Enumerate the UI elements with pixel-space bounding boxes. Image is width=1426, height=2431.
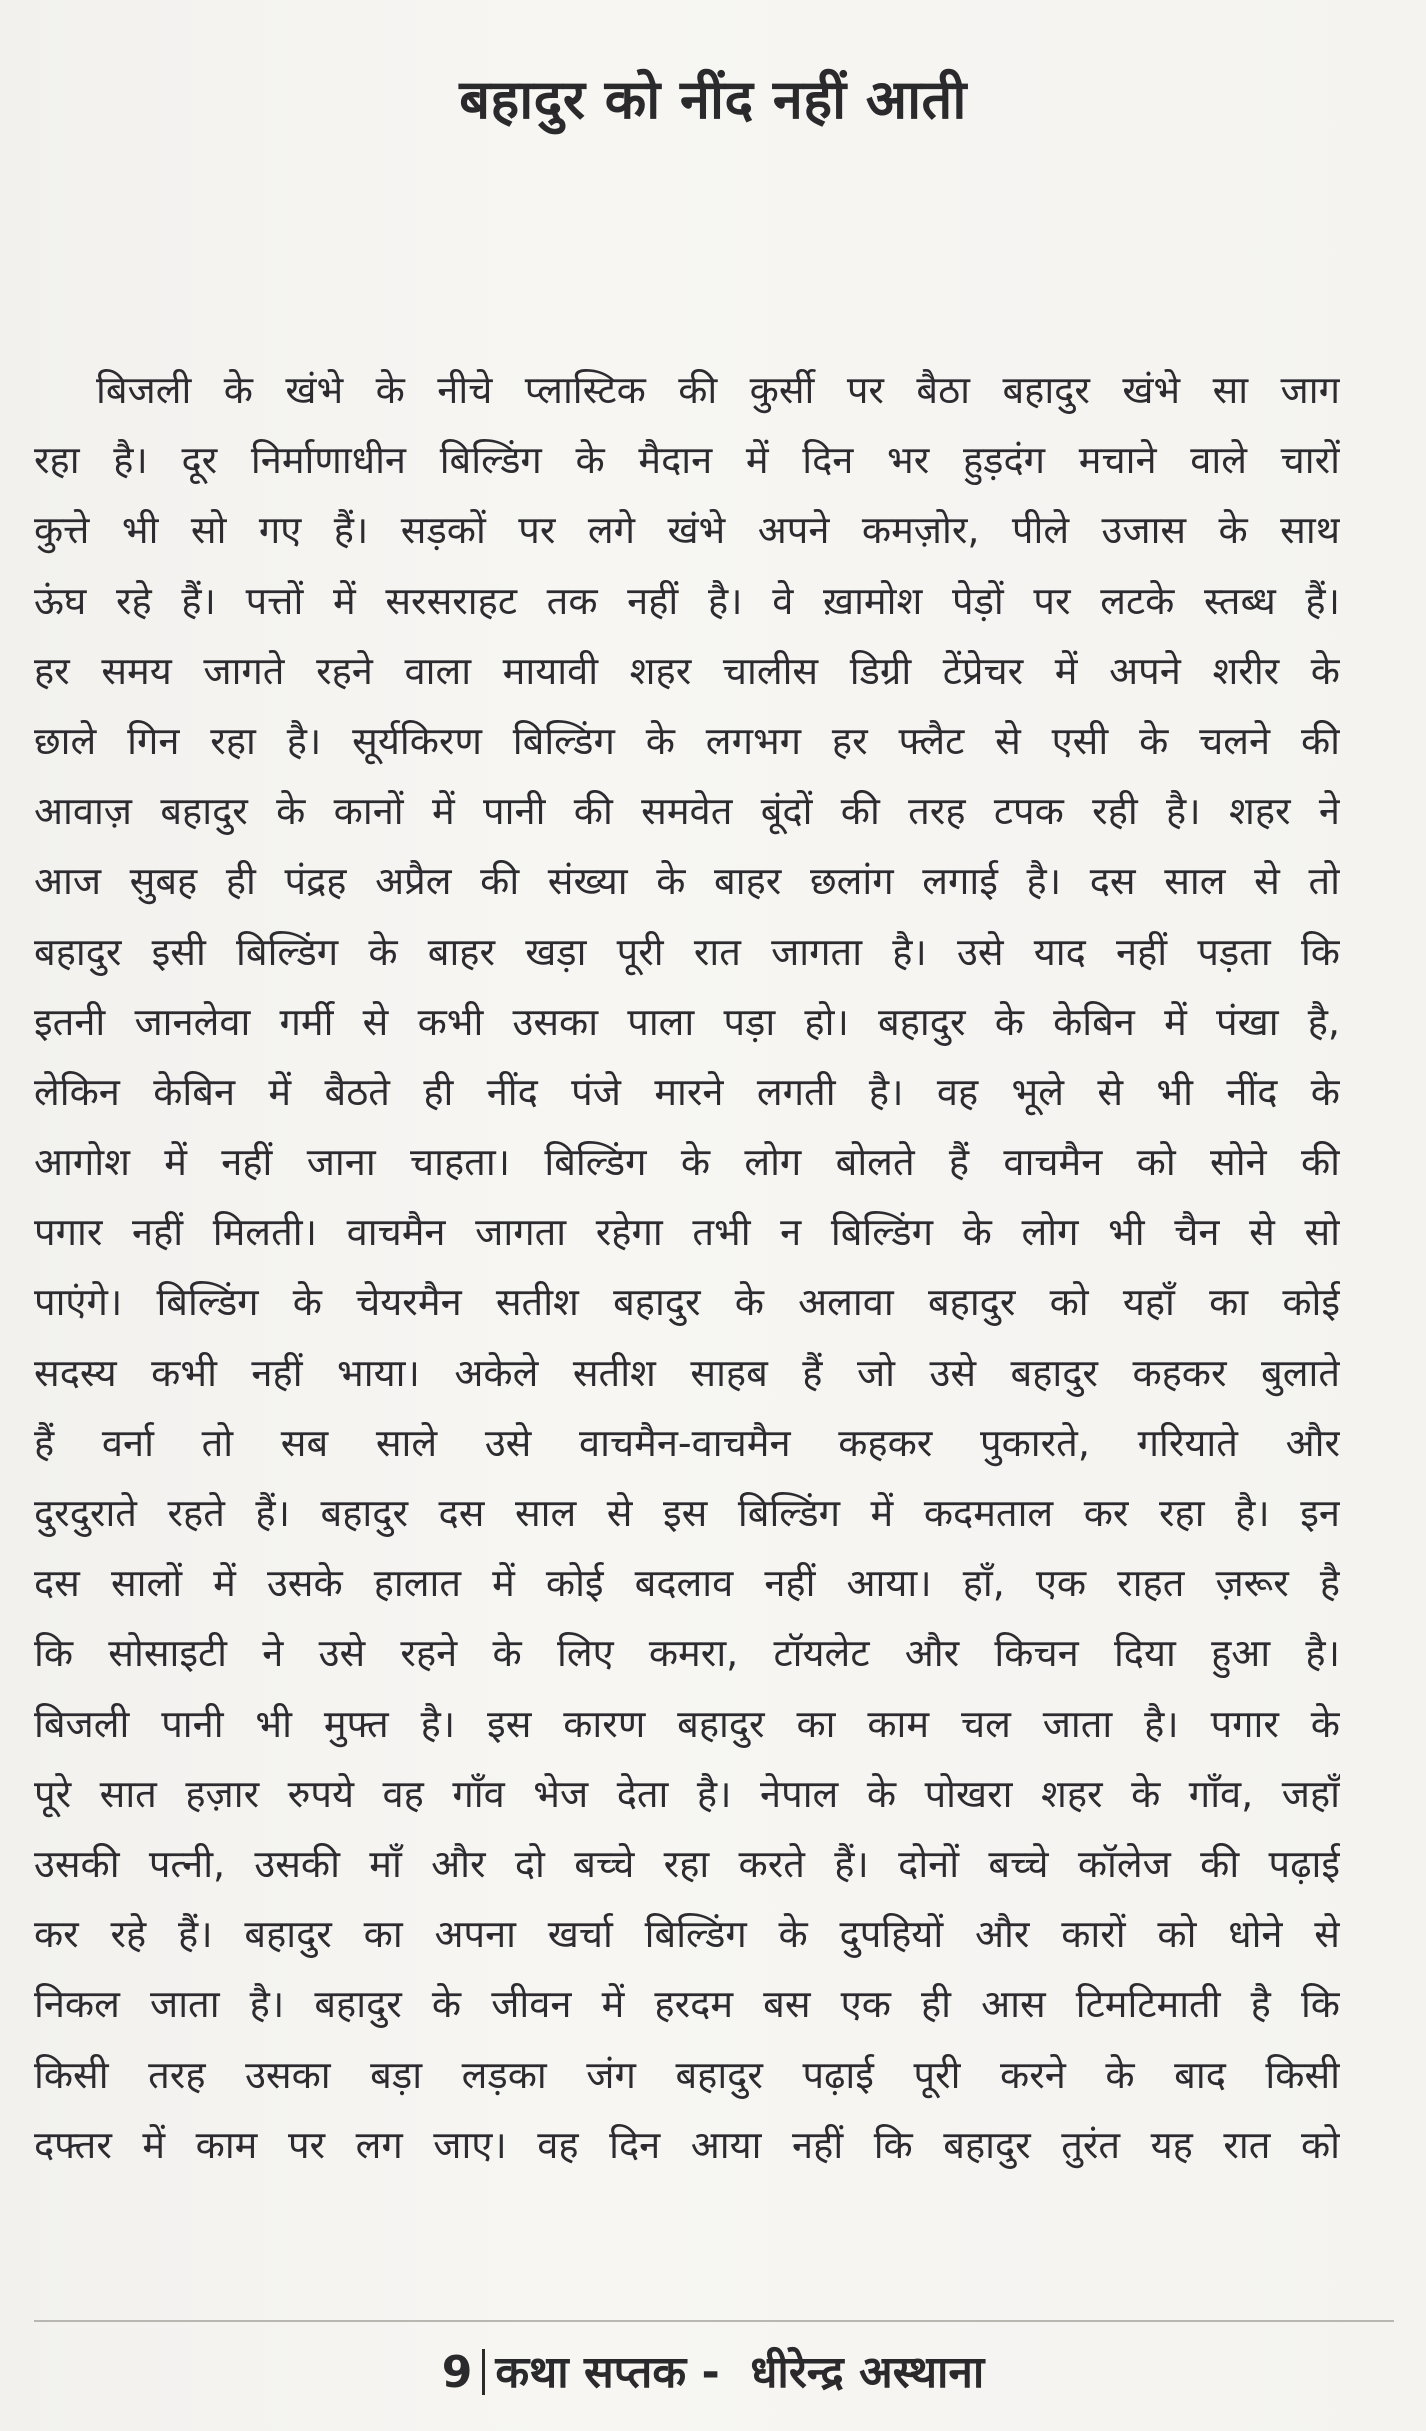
text-line: रहा है। दूर निर्माणाधीन बिल्डिंग के मैदान में दिन भर हुड़दंग मचाने वाले चारों xyxy=(34,438,1340,483)
author-name: धीरेन्द्र अस्थाना xyxy=(750,2347,985,2398)
text-line: पाएंगे। बिल्डिंग के चेयरमैन सतीश बहादुर के अलावा बहादुर को यहाँ का कोई xyxy=(34,1280,1340,1325)
text-line: छाले गिन रहा है। सूर्यकिरण बिल्डिंग के लगभग हर फ्लैट से एसी के चलने की xyxy=(34,718,1340,763)
text-line: हर समय जागते रहने वाला मायावी शहर चालीस डिग्री टेंप्रेचर में अपने शरीर के xyxy=(34,648,1340,693)
text-line: आवाज़ बहादुर के कानों में पानी की समवेत बूंदों की तरह टपक रही है। शहर ने xyxy=(34,789,1340,834)
page-number: 9 xyxy=(441,2347,473,2398)
text-line: बिजली के खंभे के नीचे प्लास्टिक की कुर्सी पर बैठा बहादुर खंभे सा जाग xyxy=(96,368,1340,412)
footer-separator xyxy=(482,2349,485,2395)
book-title: कथा सप्तक - xyxy=(495,2347,720,2398)
text-line: उसकी पत्नी, उसकी माँ और दो बच्चे रहा करते हैं। दोनों बच्चे कॉलेज की पढ़ाई xyxy=(34,1841,1340,1886)
text-line: बहादुर इसी बिल्डिंग के बाहर खड़ा पूरी रात जागता है। उसे याद नहीं पड़ता कि xyxy=(34,929,1340,974)
text-line: दुरदुराते रहते हैं। बहादुर दस साल से इस बिल्डिंग में कदमताल कर रहा है। इन xyxy=(34,1491,1340,1535)
text-line: कुत्ते भी सो गए हैं। सड़कों पर लगे खंभे अपने कमज़ोर, पीले उजास के साथ xyxy=(34,508,1340,553)
text-line: पगार नहीं मिलती। वाचमैन जागता रहेगा तभी न बिल्डिंग के लोग भी चैन से सो xyxy=(34,1210,1340,1255)
text-line: आगोश में नहीं जाना चाहता। बिल्डिंग के लोग बोलते हैं वाचमैन को सोने की xyxy=(34,1140,1340,1185)
text-line: दफ्तर में काम पर लग जाए। वह दिन आया नहीं कि बहादुर तुरंत यह रात को xyxy=(34,2122,1340,2167)
text-line: पूरे सात हज़ार रुपये वह गाँव भेज देता है। नेपाल के पोखरा शहर के गाँव, जहाँ xyxy=(34,1771,1340,1816)
text-line: लेकिन केबिन में बैठते ही नींद पंजे मारने लगती है। वह भूले से भी नींद के xyxy=(34,1069,1340,1114)
text-line: आज सुबह ही पंद्रह अप्रैल की संख्या के बाहर छलांग लगाई है। दस साल से तो xyxy=(34,859,1340,904)
text-line: किसी तरह उसका बड़ा लड़का जंग बहादुर पढ़ाई पूरी करने के बाद किसी xyxy=(34,2052,1340,2097)
text-line: कि सोसाइटी ने उसे रहने के लिए कमरा, टॉयलेट और किचन दिया हुआ है। xyxy=(34,1631,1340,1676)
text-line: हैं वर्ना तो सब साले उसे वाचमैन-वाचमैन कहकर पुकारते, गरियाते और xyxy=(34,1420,1340,1465)
text-line: कर रहे हैं। बहादुर का अपना खर्चा बिल्डिंग के दुपहियों और कारों को धोने से xyxy=(34,1912,1340,1957)
text-line: इतनी जानलेवा गर्मी से कभी उसका पाला पड़ा हो। बहादुर के केबिन में पंखा है, xyxy=(34,999,1340,1044)
story-title: बहादुर को नींद नहीं आती xyxy=(459,68,967,131)
footer-divider xyxy=(34,2320,1394,2322)
text-line: निकल जाता है। बहादुर के जीवन में हरदम बस एक ही आस टिमटिमाती है कि xyxy=(34,1982,1340,2027)
text-line: बिजली पानी भी मुफ्त है। इस कारण बहादुर का काम चल जाता है। पगार के xyxy=(34,1701,1340,1746)
text-line: सदस्य कभी नहीं भाया। अकेले सतीश साहब हैं जो उसे बहादुर कहकर बुलाते xyxy=(34,1350,1340,1395)
story-body xyxy=(34,355,1340,2180)
page-footer xyxy=(0,2340,1426,2400)
text-line: दस सालों में उसके हालात में कोई बदलाव नहीं आया। हाँ, एक राहत ज़रूर है xyxy=(34,1561,1340,1606)
text-line: ऊंघ रहे हैं। पत्तों में सरसराहट तक नहीं है। वे ख़ामोश पेड़ों पर लटके स्तब्ध हैं। xyxy=(34,578,1340,623)
